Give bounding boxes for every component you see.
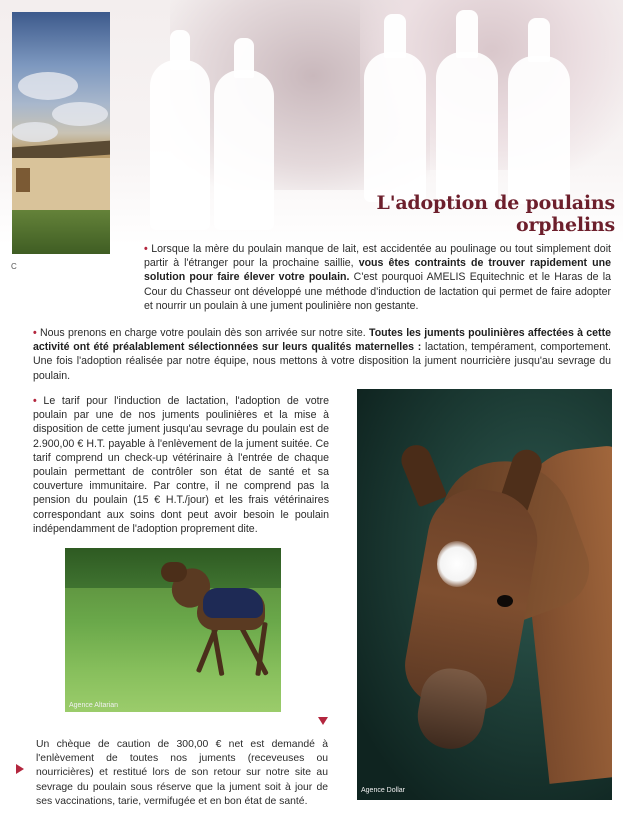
bottle-neck (528, 18, 550, 62)
photo-credit: Agence Dollar (361, 787, 405, 794)
barn-caption: C (11, 262, 17, 271)
foal-running-photo (65, 548, 281, 712)
arrow-down-icon (318, 717, 328, 725)
paragraph-text: Un chèque de caution de 300,00 € net est demandé à l'enlèvement de toutes nos juments (receveuses ou nourricières) et restitué lors de son retour sur notre site au sevrage du poulain sous réserve que la jument soit à jour de ses vaccinations, tarie, vermifugée et en bon état de santé. (36, 739, 328, 807)
paragraph-deposit (36, 738, 328, 809)
paragraph-text: lactation, tempérament, comportement. Une fois l'adoption réalisée par notre équipe, nous mettons à votre disposition la jument nourricière jusqu'au sevrage du poulain. (33, 341, 611, 382)
bottle-neck (384, 14, 406, 58)
paragraph-text: C'est pourquoi AMELIS Equitechnic et le Haras de la Cour du Chasseur ont développé une méthode d'induction de lactation qui permet de faire adopter et nourrir un poulain à une jument poulinière non gestante. (144, 271, 612, 312)
bottle-image (214, 70, 274, 230)
barn-photo (12, 12, 110, 254)
bottle-neck (170, 30, 190, 70)
bottle-neck (234, 38, 254, 78)
paragraph-emphasis: vous êtes contraints de trouver rapidement une solution pour faire élever votre poulain. (144, 257, 611, 284)
bottle-image (508, 56, 570, 204)
bullet-icon: • (33, 395, 37, 407)
bottle-image (436, 52, 498, 202)
bullet-icon: • (144, 243, 148, 255)
bottle-image (364, 52, 426, 202)
paragraph-text: Lorsque la mère du poulain manque de lait, est accidentée au poulinage ou tout simplement doit partir à l'étranger pour la prochaine saillie, (144, 243, 611, 270)
foal-eye (497, 595, 513, 607)
cloud (12, 122, 58, 142)
arrow-right-icon (16, 764, 24, 774)
bottle-neck (456, 10, 478, 58)
paragraph-pricing (33, 394, 329, 536)
foal-white-star (437, 541, 477, 587)
foal-portrait-photo (357, 389, 612, 800)
photo-credit: Agence Altarian (69, 702, 119, 709)
paragraph-care (33, 326, 611, 383)
foal-ear (397, 441, 447, 508)
foal-blanket (203, 588, 263, 618)
paragraph-emphasis: Toutes les juments poulinières affectées à cette activité ont été préalablement sélectionnées sur leurs qualités maternelles : (33, 327, 611, 354)
bottle-image (150, 60, 210, 230)
page-title: L'adoption de poulains orphelins (376, 192, 615, 236)
paragraph-text: Le tarif pour l'induction de lactation, l'adoption de votre poulain par une de nos juments poulinières et la mise à disposition de cette jument jusqu'au sevrage du poulain est de 2.900,00 € H.T. payable à l'enlèvement de la jument suitée. Ce tarif comprend un check-up vétérinaire à l'entrée de chaque poulain permettant de contrôler son état de santé et sa couverture immunitaire. Par contre, il ne comprend pas la pension du poulain (15 € H.T./jour) et les frais vétérinaires correspondant aux soins dont peut avoir besoin le poulain indépendamment de l'adoption proprement dite. (33, 395, 329, 535)
foal-head (161, 562, 187, 582)
paragraph-intro (144, 242, 611, 313)
cloud (18, 72, 78, 100)
barn-door (16, 168, 30, 192)
foal-leg (211, 624, 225, 676)
cloud (52, 102, 108, 126)
paragraph-text: Nous prenons en charge votre poulain dès son arrivée sur notre site. (40, 327, 370, 339)
bullet-icon: • (33, 327, 37, 339)
